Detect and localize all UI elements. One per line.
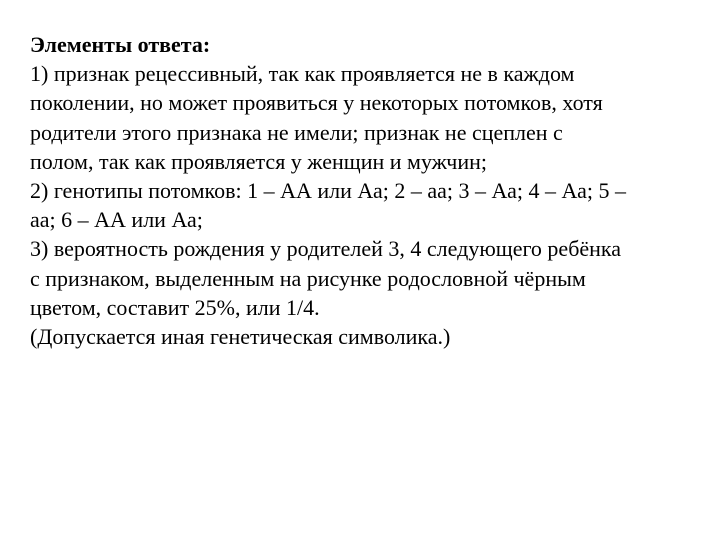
answer-line-4: полом, так как проявляется у женщин и мужчин; bbox=[30, 148, 488, 174]
answer-line-5: 2) генотипы потомков: 1 – АА или Аа; 2 – аа; 3 – Аа; 4 – Аа; 5 – bbox=[30, 178, 626, 204]
answer-line-2: поколении, но может проявиться у некоторых потомков, хотя bbox=[30, 90, 603, 116]
answer-line-7: 3) вероятность рождения у родителей 3, 4 следующего ребёнка bbox=[30, 236, 622, 262]
answer-note: (Допускается иная генетическая символика.) bbox=[30, 324, 451, 350]
answer-line-1: 1) признак рецессивный, так как проявляется не в каждом bbox=[30, 61, 575, 87]
answer-heading: Элементы ответа: bbox=[30, 32, 211, 57]
answer-line-6: аа; 6 – АА или Аа; bbox=[30, 207, 203, 233]
answer-line-8: с признаком, выделенным на рисунке родословной чёрным bbox=[30, 265, 586, 291]
answer-line-3: родители этого признака не имели; признак не сцеплен с bbox=[30, 119, 563, 145]
answer-line-9: цветом, составит 25%, или 1/4. bbox=[30, 294, 320, 320]
